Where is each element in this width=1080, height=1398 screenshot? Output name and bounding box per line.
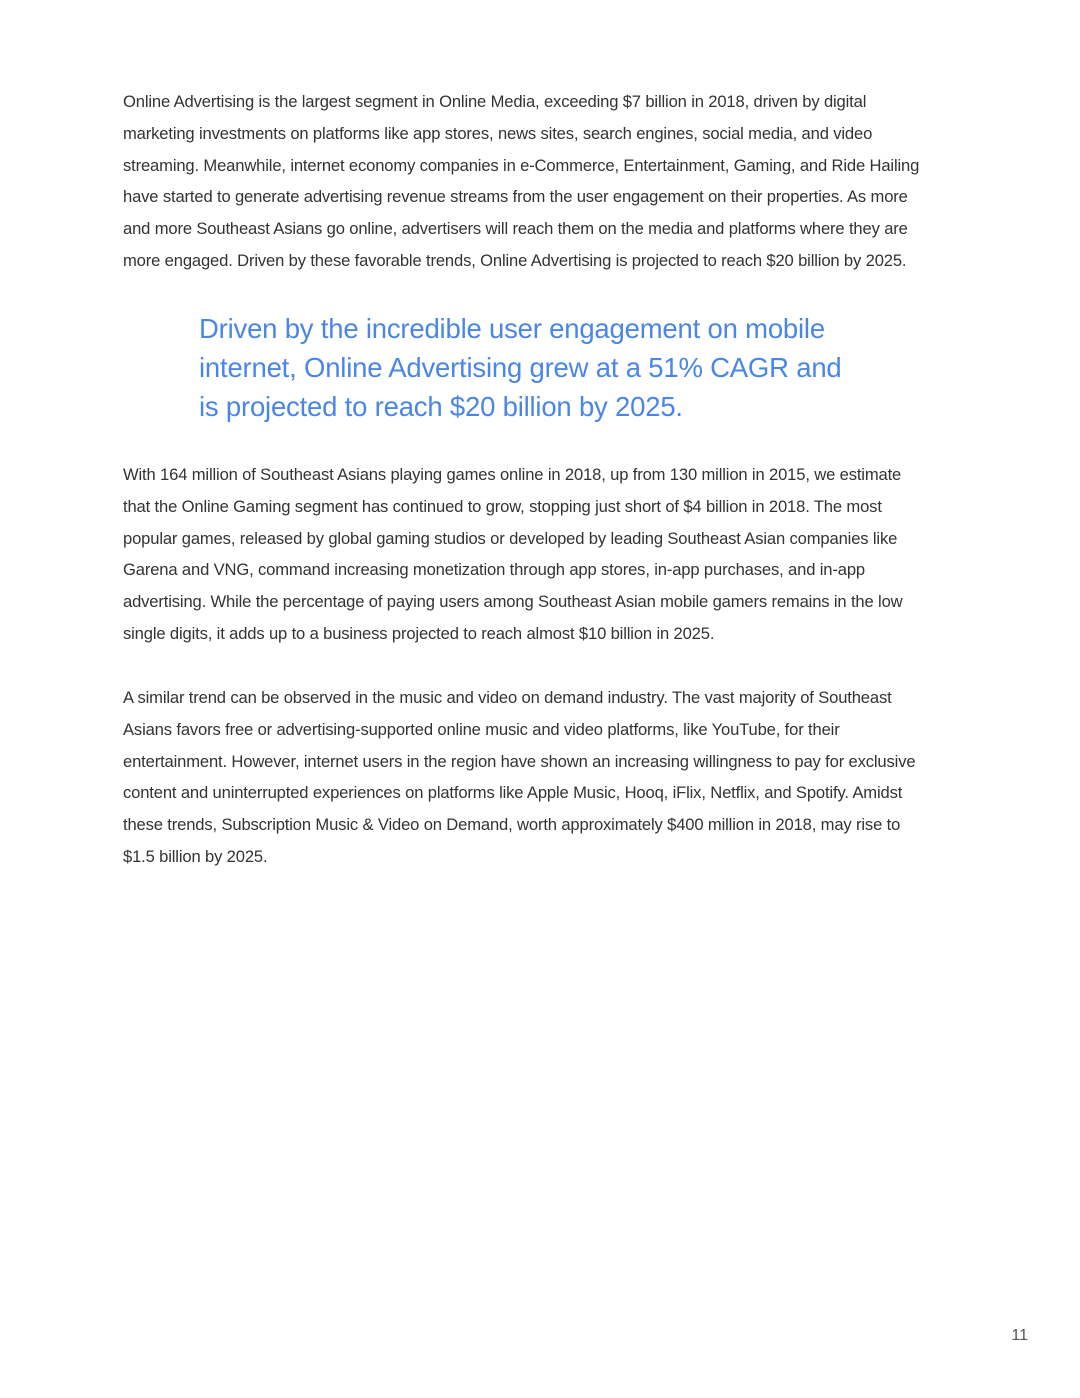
paragraph-online-gaming	[123, 459, 973, 650]
paragraph-music-video-on-demand	[123, 682, 973, 873]
pull-quote	[199, 309, 919, 426]
paragraph-line: popular games, released by global gaming studios or developed by leading Southeast Asian companies like	[123, 528, 898, 548]
paragraph-line: A similar trend can be observed in the music and video on demand industry. The vast majority of Southeast	[123, 688, 892, 707]
paragraph-line: content and uninterrupted experiences on platforms like Apple Music, Hooq, iFlix, Netflix, and Spotify. Amidst	[123, 783, 903, 803]
paragraph-line: single digits, it adds up to a business projected to reach almost $10 billion in 2025.	[123, 623, 715, 643]
paragraph-line: more engaged. Driven by these favorable trends, Online Advertising is projected to reach $20 billion by 2025.	[123, 250, 907, 270]
paragraph-line: With 164 million of Southeast Asians playing games online in 2018, up from 130 million in 2015, we estimate	[123, 465, 902, 484]
paragraph-line: advertising. While the percentage of paying users among Southeast Asian mobile gamers remains in the low	[123, 592, 903, 612]
paragraph-line: these trends, Subscription Music & Video on Demand, worth approximately $400 million in 2018, may rise to	[123, 815, 901, 835]
paragraph-line: Online Advertising is the largest segment in Online Media, exceeding $7 billion in 2018, driven by digital	[123, 92, 867, 111]
paragraph-line: that the Online Gaming segment has continued to grow, stopping just short of $4 billion in 2018. The most	[123, 496, 882, 516]
paragraph-line: streaming. Meanwhile, internet economy companies in e-Commerce, Entertainment, Gaming, and Ride Hailing	[123, 155, 920, 175]
paragraph-line: Asians favors free or advertising-supported online music and video platforms, like YouTube, for their	[123, 719, 840, 739]
paragraph-line: $1.5 billion by 2025.	[123, 846, 268, 866]
paragraph-online-advertising	[123, 86, 973, 277]
paragraph-line: have started to generate advertising revenue streams from the user engagement on their properties. As more	[123, 187, 908, 207]
page-number: 11	[1011, 1327, 1028, 1344]
paragraph-line: and more Southeast Asians go online, advertisers will reach them on the media and platforms where they are	[123, 219, 908, 239]
paragraph-line: entertainment. However, internet users in the region have shown an increasing willingness to pay for exclusive	[123, 751, 916, 771]
paragraph-line: marketing investments on platforms like app stores, news sites, search engines, social media, and video	[123, 123, 873, 143]
paragraph-line: Garena and VNG, command increasing monetization through app stores, in-app purchases, and in-app	[123, 560, 865, 580]
pull-quote-line: internet, Online Advertising grew at a 51% CAGR and	[199, 352, 842, 383]
pull-quote-line: Driven by the incredible user engagement on mobile	[199, 313, 825, 344]
pull-quote-line: is projected to reach $20 billion by 2025.	[199, 391, 683, 422]
